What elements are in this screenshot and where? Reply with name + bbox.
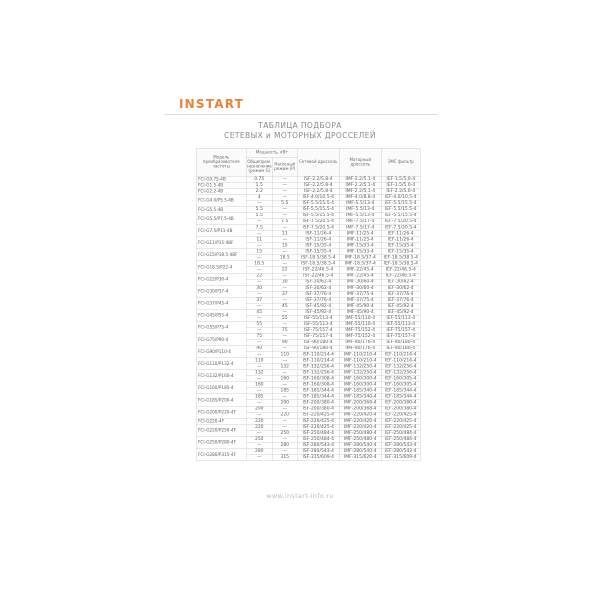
cell-model: FCI-G22/P30-4	[196, 273, 246, 285]
cell-power-g: 5.5	[246, 213, 272, 219]
cell-power-p: 55	[272, 315, 297, 321]
cell-emc-filter: IEF-4.0/10.5-4	[381, 194, 420, 200]
cell-line-choke: ISF-22/46.5-4	[297, 267, 339, 273]
cell-motor-choke: IMF-45/90-4	[339, 303, 381, 309]
cell-emc-filter: IEF-5.5/15.5-4	[381, 206, 420, 212]
cell-emc-filter: IEF-250/484-4	[381, 430, 420, 436]
cell-motor-choke: IMF-220/420-4	[339, 418, 381, 424]
cell-motor-choke: IMF-75/152-4	[339, 327, 381, 333]
cell-power-p: 280	[272, 442, 297, 448]
cell-power-g: 18.5	[246, 261, 272, 267]
cell-model: FCI-G55/P75-4	[196, 321, 246, 333]
cell-line-choke: ISF-200/380-4	[297, 406, 339, 412]
cell-power-g: —	[246, 364, 272, 370]
cell-power-p: —	[272, 346, 297, 352]
table-row	[196, 436, 420, 442]
col-header-model: Модель преобразователя частоты	[196, 148, 246, 176]
cell-power-p: 220	[272, 412, 297, 418]
cell-power-g: —	[246, 376, 272, 382]
cell-emc-filter: IEF-200/380-4	[381, 406, 420, 412]
cell-line-choke: ISF-250/484-4	[297, 430, 339, 436]
cell-emc-filter: IEF-220/425-4	[381, 424, 420, 430]
cell-emc-filter: IEF-160/305-4	[381, 382, 420, 388]
cell-motor-choke: IMF-132/250-4	[339, 364, 381, 370]
cell-motor-choke: IMF-37/75-4	[339, 291, 381, 297]
cell-power-g: 5.5	[246, 206, 272, 212]
cell-motor-choke: IMF-30/60-4	[339, 279, 381, 285]
cell-power-g: 220	[246, 418, 272, 424]
cell-power-g: 4	[246, 194, 272, 200]
cell-model: FCI-G15/P18.5-4BF	[196, 249, 246, 261]
cell-line-choke: ISF-5.5/15.5-4	[297, 200, 339, 206]
cell-model: FCI-G37/P45-4	[196, 297, 246, 309]
cell-emc-filter: IEF-55/113-4	[381, 315, 420, 321]
cell-power-g: 160	[246, 382, 272, 388]
cell-line-choke: ISF-220/425-4	[297, 412, 339, 418]
cell-power-p: 30	[272, 279, 297, 285]
cell-motor-choke: IMF-5.5/13-4	[339, 200, 381, 206]
cell-motor-choke: IMF-220/420-4	[339, 412, 381, 418]
cell-model: FCI-G280/P315-4F	[196, 448, 246, 460]
cell-emc-filter: IEF-110/214-4	[381, 358, 420, 364]
cell-power-p: —	[272, 424, 297, 430]
cell-motor-choke: IMF-2.2/5.1-4	[339, 182, 381, 188]
cell-power-g: 45	[246, 309, 272, 315]
cell-motor-choke: IMF-75/152-4	[339, 333, 381, 339]
cell-line-choke: ISF-220/425-4	[297, 424, 339, 430]
cell-line-choke: ISF-15/35-4	[297, 243, 339, 249]
cell-motor-choke: IMF-250/480-4	[339, 430, 381, 436]
table-row	[196, 424, 420, 430]
cell-power-p: 110	[272, 352, 297, 358]
cell-emc-filter: IEF-18.5/38.5-4	[381, 261, 420, 267]
table-row	[196, 333, 420, 339]
cell-power-p: —	[272, 194, 297, 200]
cell-line-choke: ISF-160/308-4	[297, 376, 339, 382]
cell-power-g: 22	[246, 273, 272, 279]
cell-motor-choke: IMF-185/340-4	[339, 388, 381, 394]
cell-model: FCI-G4.0/P5.5-4B	[196, 194, 246, 206]
cell-power-g: 185	[246, 394, 272, 400]
footer-url: www.instart-info.ru	[266, 492, 334, 500]
cell-line-choke: ISF-5.5/15.5-4	[297, 213, 339, 219]
cell-emc-filter: IEF-5.5/15.5-4	[381, 213, 420, 219]
cell-motor-choke: IMF-280/540-4	[339, 442, 381, 448]
cell-power-g: —	[246, 231, 272, 237]
cell-emc-filter: IEF-132/256-4	[381, 370, 420, 376]
cell-power-p: 185	[272, 388, 297, 394]
cell-power-p: 90	[272, 340, 297, 346]
cell-power-g: 90	[246, 346, 272, 352]
cell-emc-filter: IEF-280/543-4	[381, 448, 420, 454]
cell-line-choke: ISF-30/62-4	[297, 285, 339, 291]
cell-motor-choke: IMF-5.5/13-4	[339, 213, 381, 219]
cell-line-choke: ISF-132/256-4	[297, 370, 339, 376]
cell-power-p: 22	[272, 267, 297, 273]
page-title-line2: СЕТЕВЫХ и МОТОРНЫХ ДРОССЕЛЕЙ	[224, 131, 376, 140]
cell-emc-filter: IEF-160/305-4	[381, 376, 420, 382]
cell-line-choke: ISF-45/92-4	[297, 309, 339, 315]
cell-power-p: —	[272, 394, 297, 400]
cell-model: FCI-G220-4F	[196, 418, 246, 424]
cell-line-choke: ISF-90/180-4	[297, 346, 339, 352]
cell-power-g: —	[246, 412, 272, 418]
cell-model: FCI-G45/P55-4	[196, 309, 246, 321]
cell-power-p: 37	[272, 291, 297, 297]
cell-motor-choke: IMF-37/75-4	[339, 297, 381, 303]
table-wrapper	[196, 148, 421, 461]
cell-power-g: —	[246, 279, 272, 285]
cell-power-g: 7.5	[246, 225, 272, 231]
cell-power-g: 37	[246, 297, 272, 303]
cell-emc-filter: IEF-185/344-4	[381, 388, 420, 394]
cell-power-p: —	[272, 436, 297, 442]
cell-emc-filter: IEF-5.5/15.5-4	[381, 200, 420, 206]
cell-emc-filter: IEF-15/35-4	[381, 249, 420, 255]
cell-model: FCI-G5.5-4B	[196, 206, 246, 212]
table-row	[196, 321, 420, 327]
cell-emc-filter: IEF-1.5/5.0-4	[381, 176, 420, 182]
cell-emc-filter: IEF-220/425-4	[381, 412, 420, 418]
cell-power-g: 1.5	[246, 182, 272, 188]
cell-power-p: 45	[272, 303, 297, 309]
cell-power-g: —	[246, 243, 272, 249]
cell-power-g: —	[246, 303, 272, 309]
cell-line-choke: ISF-90/180-4	[297, 340, 339, 346]
cell-emc-filter: IEF-90/180-4	[381, 346, 420, 352]
cell-power-p: —	[272, 176, 297, 182]
cell-model: FCI-G75/P90-4	[196, 333, 246, 345]
cell-power-g: —	[246, 315, 272, 321]
cell-line-choke: ISF-55/113-4	[297, 315, 339, 321]
cell-line-choke: ISF-185/344-4	[297, 388, 339, 394]
cell-power-p: 11	[272, 231, 297, 237]
cell-emc-filter: IEF-1.5/5.0-4	[381, 182, 420, 188]
cell-line-choke: ISF-220/425-4	[297, 418, 339, 424]
cell-motor-choke: IMF-90/176-4	[339, 346, 381, 352]
cell-emc-filter: IEF-132/256-4	[381, 364, 420, 370]
cell-emc-filter: IEF-185/344-4	[381, 394, 420, 400]
table-row	[196, 394, 420, 400]
cell-motor-choke: IMF-2.2/5.1-4	[339, 188, 381, 194]
cell-motor-choke: IMF-7.5/17-4	[339, 225, 381, 231]
cell-power-g: —	[246, 454, 272, 460]
cell-power-p: —	[272, 418, 297, 424]
table-row	[196, 225, 420, 231]
cell-power-g: —	[246, 388, 272, 394]
cell-motor-choke: IMF-110/210-4	[339, 352, 381, 358]
cell-motor-choke: IMF-5.5/13-4	[339, 206, 381, 212]
cell-model: FCI-G185/P200-4	[196, 394, 246, 406]
cell-line-choke: ISF-37/76-4	[297, 291, 339, 297]
instart-logo: INSTART	[179, 97, 244, 111]
cell-emc-filter: IEF-30/62-4	[381, 285, 420, 291]
cell-emc-filter: IEF-45/92-4	[381, 303, 420, 309]
cell-line-choke: ISF-110/214-4	[297, 352, 339, 358]
cell-model: FCI-G160/P185-4	[196, 382, 246, 394]
cell-line-choke: ISF-37/76-4	[297, 297, 339, 303]
cell-line-choke: ISF-132/256-4	[297, 364, 339, 370]
cell-motor-choke: IMF-45/90-4	[339, 309, 381, 315]
cell-motor-choke: IMF-2.2/5.1-4	[339, 176, 381, 182]
cell-emc-filter: IEF-37/76-4	[381, 297, 420, 303]
cell-power-g: 110	[246, 358, 272, 364]
cell-model: FCI-G0.75-4B	[196, 176, 246, 182]
cell-model: FCI-G5.5/P7.5-4B	[196, 213, 246, 225]
cell-power-g: 250	[246, 436, 272, 442]
cell-emc-filter: IEF-75/157-4	[381, 333, 420, 339]
cell-power-p: —	[272, 285, 297, 291]
cell-power-p: —	[272, 358, 297, 364]
cell-emc-filter: IEF-90/180-4	[381, 340, 420, 346]
cell-emc-filter: IEF-30/62-4	[381, 279, 420, 285]
cell-model: FCI-G132/P160-4	[196, 370, 246, 382]
cell-line-choke: ISF-7.5/20.5-4	[297, 219, 339, 225]
cell-model: FCI-G1.5-4B	[196, 182, 246, 188]
cell-power-p: —	[272, 261, 297, 267]
col-header-emc-filter: ЭМС фильтр	[381, 148, 420, 176]
cell-power-p: 160	[272, 376, 297, 382]
cell-model: FCI-G90/P110-4	[196, 346, 246, 358]
cell-line-choke: ISF-2.2/5.8-4	[297, 176, 339, 182]
col-header-power-g: Общепром. назначение (режим G)	[246, 157, 272, 176]
cell-line-choke: ISF-2.2/5.8-4	[297, 182, 339, 188]
cell-line-choke: ISF-22/46.5-4	[297, 273, 339, 279]
table-header	[196, 148, 420, 176]
cell-line-choke: ISF-45/92-4	[297, 303, 339, 309]
cell-line-choke: ISF-250/484-4	[297, 436, 339, 442]
cell-line-choke: ISF-55/113-4	[297, 321, 339, 327]
cell-power-p: —	[272, 213, 297, 219]
cell-power-p: 132	[272, 364, 297, 370]
cell-power-p: —	[272, 333, 297, 339]
cell-line-choke: ISF-30/62-4	[297, 279, 339, 285]
cell-motor-choke: IMF-160/300-4	[339, 382, 381, 388]
cell-power-p: —	[272, 406, 297, 412]
cell-emc-filter: IEF-220/425-4	[381, 418, 420, 424]
cell-motor-choke: IMF-55/110-4	[339, 321, 381, 327]
page-title-line1: ТАБЛИЦА ПОДБОРА	[258, 121, 342, 130]
cell-power-g: 11	[246, 237, 272, 243]
table-body	[196, 176, 420, 461]
cell-emc-filter: IEF-55/113-4	[381, 321, 420, 327]
cell-motor-choke: IMF-200/368-4	[339, 400, 381, 406]
cell-power-p: —	[272, 370, 297, 376]
cell-model: FCI-G18.5/P22-4	[196, 261, 246, 273]
cell-power-p: —	[272, 321, 297, 327]
cell-power-g: 55	[246, 321, 272, 327]
table-row	[196, 358, 420, 364]
cell-power-p: —	[272, 225, 297, 231]
cell-power-g: —	[246, 327, 272, 333]
cell-motor-choke: IMF-15/33-4	[339, 249, 381, 255]
cell-power-g: —	[246, 219, 272, 225]
cell-power-g: 15	[246, 249, 272, 255]
table-row	[196, 406, 420, 412]
page-title	[0, 121, 600, 141]
cell-motor-choke: IMF-110/210-4	[339, 358, 381, 364]
cell-power-g: —	[246, 442, 272, 448]
col-header-power-p: Насосный режим (Р)	[272, 157, 297, 176]
cell-motor-choke: IMF-250/480-4	[339, 436, 381, 442]
cell-power-p: 18.5	[272, 255, 297, 261]
cell-line-choke: ISF-110/214-4	[297, 358, 339, 364]
cell-power-g: —	[246, 255, 272, 261]
cell-power-p: —	[272, 188, 297, 194]
cell-motor-choke: IMF-22/45-4	[339, 273, 381, 279]
cell-model: FCI-G7.5/P11-4B	[196, 225, 246, 237]
cell-motor-choke: IMF-30/60-4	[339, 285, 381, 291]
cell-model: FCI-G250/P280-4F	[196, 436, 246, 448]
cell-line-choke: ISF-75/157-4	[297, 327, 339, 333]
cell-motor-choke: IMF-185/340-4	[339, 394, 381, 400]
cell-motor-choke: IMF-7.5/17-4	[339, 219, 381, 225]
cell-power-g: —	[246, 430, 272, 436]
cell-line-choke: ISF-18.5/38.5-4	[297, 255, 339, 261]
cell-power-g: —	[246, 352, 272, 358]
cell-model: FCI-G11/P15-4BF	[196, 237, 246, 249]
col-header-power-group: Мощность, кВт	[246, 148, 297, 157]
cell-power-g: 220	[246, 424, 272, 430]
cell-motor-choke: IMF-55/110-4	[339, 315, 381, 321]
cell-power-g: 0.75	[246, 176, 272, 182]
cell-power-g: 280	[246, 448, 272, 454]
cell-line-choke: ISF-15/35-4	[297, 249, 339, 255]
cell-line-choke: ISF-4.0/10.5-4	[297, 194, 339, 200]
cell-motor-choke: IMF-15/33-4	[339, 243, 381, 249]
cell-motor-choke: IMF-11/25-4	[339, 231, 381, 237]
cell-emc-filter: IEF-280/543-4	[381, 442, 420, 448]
cell-power-p: 200	[272, 400, 297, 406]
cell-model: FCI-G30/P37-4	[196, 285, 246, 297]
cell-motor-choke: IMF-220/420-4	[339, 424, 381, 430]
cell-emc-filter: IEF-22/46.5-4	[381, 273, 420, 279]
cell-emc-filter: IEF-37/76-4	[381, 291, 420, 297]
cell-power-p: —	[272, 237, 297, 243]
cell-line-choke: ISF-75/157-4	[297, 333, 339, 339]
cell-power-p: —	[272, 273, 297, 279]
cell-line-choke: ISF-5.5/15.5-4	[297, 206, 339, 212]
cell-motor-choke: IMF-18.5/37-4	[339, 261, 381, 267]
cell-line-choke: ISF-185/344-4	[297, 394, 339, 400]
header-divider	[164, 114, 437, 115]
cell-model: FCI-G2.2-4B	[196, 188, 246, 194]
table-row	[196, 346, 420, 352]
cell-model: FCI-G220/P250-4F	[196, 424, 246, 436]
cell-motor-choke: IMF-18.5/37-4	[339, 255, 381, 261]
cell-power-p: —	[272, 382, 297, 388]
cell-line-choke: ISF-11/26-4	[297, 231, 339, 237]
cell-power-p: —	[272, 249, 297, 255]
cell-line-choke: ISF-2.2/5.8-4	[297, 188, 339, 194]
cell-power-g: —	[246, 340, 272, 346]
cell-motor-choke: IMF-22/45-4	[339, 267, 381, 273]
cell-power-p: —	[272, 448, 297, 454]
cell-motor-choke: IMF-4.0/8.8-4	[339, 194, 381, 200]
col-header-line-choke: Сетевой дроссель	[297, 148, 339, 176]
table-row	[196, 382, 420, 388]
cell-power-g: —	[246, 200, 272, 206]
cell-power-p: —	[272, 309, 297, 315]
cell-emc-filter: IEF-200/380-4	[381, 400, 420, 406]
cell-motor-choke: IMF-200/368-4	[339, 406, 381, 412]
cell-power-p: 15	[272, 243, 297, 249]
choke-selection-table	[196, 148, 421, 461]
cell-emc-filter: IEF-2.2/5.0-4	[381, 188, 420, 194]
cell-power-g: 2.2	[246, 188, 272, 194]
cell-power-p: 75	[272, 327, 297, 333]
cell-line-choke: ISF-160/308-4	[297, 382, 339, 388]
cell-power-p: 5.5	[272, 200, 297, 206]
cell-model: FCI-G200/P220-4F	[196, 406, 246, 418]
table-row	[196, 273, 420, 279]
cell-motor-choke: IMF-280/540-4	[339, 448, 381, 454]
cell-motor-choke: IMF-160/300-4	[339, 376, 381, 382]
cell-line-choke: ISF-315/609-4	[297, 454, 339, 460]
cell-power-g: 75	[246, 333, 272, 339]
cell-power-p: 250	[272, 430, 297, 436]
cell-emc-filter: IEF-18.5/38.5-4	[381, 255, 420, 261]
cell-power-g: 200	[246, 406, 272, 412]
cell-power-g: 132	[246, 370, 272, 376]
cell-emc-filter: IEF-11/26-4	[381, 231, 420, 237]
table-row	[196, 194, 420, 200]
cell-motor-choke: IMF-90/176-4	[339, 340, 381, 346]
cell-power-p: —	[272, 206, 297, 212]
cell-power-g: 30	[246, 285, 272, 291]
cell-power-p: —	[272, 182, 297, 188]
cell-power-p: 7.5	[272, 219, 297, 225]
cell-emc-filter: IEF-75/157-4	[381, 327, 420, 333]
cell-line-choke: ISF-18.5/38.5-4	[297, 261, 339, 267]
cell-motor-choke: IMF-132/250-4	[339, 370, 381, 376]
cell-emc-filter: IEF-7.5/20.5-4	[381, 219, 420, 225]
cell-line-choke: ISF-11/26-4	[297, 237, 339, 243]
cell-emc-filter: IEF-22/46.5-4	[381, 267, 420, 273]
cell-power-g: —	[246, 267, 272, 273]
cell-line-choke: ISF-280/543-4	[297, 442, 339, 448]
table-row	[196, 448, 420, 454]
cell-line-choke: ISF-7.5/20.5-4	[297, 225, 339, 231]
cell-power-p: 315	[272, 454, 297, 460]
table-row	[196, 261, 420, 267]
table-row	[196, 370, 420, 376]
cell-emc-filter: IEF-250/484-4	[381, 436, 420, 442]
cell-emc-filter: IEF-315/609-4	[381, 454, 420, 460]
cell-motor-choke: IMF-315/620-4	[339, 454, 381, 460]
cell-power-g: —	[246, 291, 272, 297]
cell-emc-filter: IEF-15/35-4	[381, 243, 420, 249]
cell-emc-filter: IEF-11/26-4	[381, 237, 420, 243]
cell-emc-filter: IEF-7.5/20.5-4	[381, 225, 420, 231]
cell-line-choke: ISF-280/543-4	[297, 448, 339, 454]
cell-power-p: —	[272, 297, 297, 303]
cell-model: FCI-G110/P132-4	[196, 358, 246, 370]
table-row	[196, 213, 420, 219]
col-header-motor-choke: Моторный дроссель	[339, 148, 381, 176]
cell-motor-choke: IMF-11/25-4	[339, 237, 381, 243]
cell-line-choke: ISF-200/380-4	[297, 400, 339, 406]
cell-emc-filter: IEF-45/92-4	[381, 309, 420, 315]
cell-power-g: —	[246, 400, 272, 406]
cell-emc-filter: IEF-110/214-4	[381, 352, 420, 358]
